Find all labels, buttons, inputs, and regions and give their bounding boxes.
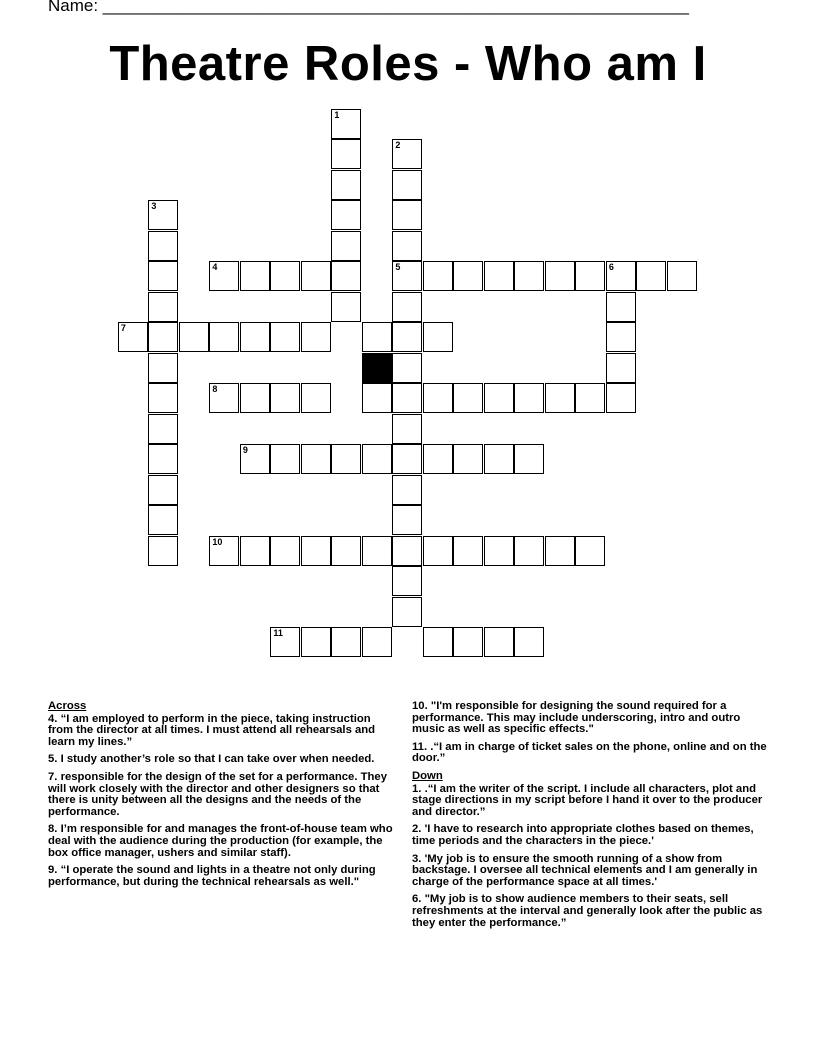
- clue-number: 4: [212, 262, 218, 273]
- crossword-cell: [423, 536, 453, 566]
- crossword-cell: [606, 292, 636, 322]
- clue-number: 1: [334, 109, 340, 120]
- crossword-cell: [484, 261, 514, 291]
- crossword-cell: [209, 536, 239, 566]
- clue-number: 3: [151, 201, 157, 212]
- clue-number: 7: [120, 323, 126, 334]
- clue-item-number: 2.: [412, 823, 422, 836]
- crossword-cell: [270, 261, 300, 291]
- crossword-cell: [392, 322, 422, 352]
- clue-number: 8: [212, 384, 218, 395]
- crossword-cell: [270, 536, 300, 566]
- clue-item-number: 8.: [48, 823, 58, 836]
- crossword-cell: [423, 383, 453, 413]
- crossword-cell: [484, 536, 514, 566]
- crossword-block-cell: [362, 353, 392, 383]
- crossword-cell: [514, 627, 544, 657]
- clue-item: [48, 754, 393, 766]
- crossword-cell: [362, 536, 392, 566]
- crossword-cell: [148, 231, 178, 261]
- crossword-cell: [636, 261, 666, 291]
- crossword-cell: [301, 261, 331, 291]
- clue-item-number: 11.: [412, 740, 428, 753]
- crossword-cell: [331, 109, 361, 139]
- crossword-cell: [575, 383, 605, 413]
- crossword-cell: [301, 383, 331, 413]
- crossword-cell: [575, 261, 605, 291]
- across-clue-list-continued: [412, 701, 772, 765]
- clue-number: 2: [395, 140, 401, 151]
- crossword-cell: [392, 566, 422, 596]
- clue-item: [412, 894, 772, 929]
- crossword-cell: [392, 292, 422, 322]
- crossword-cell: [331, 200, 361, 230]
- crossword-cell: [148, 353, 178, 383]
- crossword-cell: [453, 444, 483, 474]
- crossword-cell: [301, 627, 331, 657]
- crossword-cell: [514, 444, 544, 474]
- down-heading: Down: [412, 769, 443, 782]
- clue-item: [412, 824, 772, 847]
- crossword-cell: [301, 322, 331, 352]
- crossword-cell: [514, 261, 544, 291]
- crossword-cell: [392, 353, 422, 383]
- clue-item: [48, 772, 393, 818]
- crossword-cell: [362, 322, 392, 352]
- crossword-cell: [331, 627, 361, 657]
- clue-item: [412, 784, 772, 819]
- crossword-cell: [423, 444, 453, 474]
- crossword-cell: [392, 231, 422, 261]
- crossword-cell: [270, 444, 300, 474]
- crossword-cell: [331, 292, 361, 322]
- crossword-cell: [423, 627, 453, 657]
- clue-item-number: 3.: [412, 852, 422, 865]
- crossword-cell: [240, 444, 270, 474]
- crossword-cell: [453, 627, 483, 657]
- crossword-cell: [392, 536, 422, 566]
- crossword-cell: [606, 383, 636, 413]
- crossword-cell: [148, 261, 178, 291]
- down-clue-list: [412, 784, 772, 930]
- crossword-cell: [148, 322, 178, 352]
- crossword-cell: [545, 383, 575, 413]
- crossword-cell: [392, 597, 422, 627]
- clue-item-number: 5.: [48, 753, 58, 766]
- page-title: Theatre Roles - Who am I: [109, 37, 707, 91]
- crossword-cell: [148, 536, 178, 566]
- clue-item-number: 10.: [412, 700, 428, 712]
- clue-number: 5: [395, 262, 401, 273]
- clue-item-text: I’m responsible for and manages the front-of-house team who deal with the audience during the production (for example, the box office manager, ushers and similar staff).: [48, 823, 393, 859]
- crossword-cell: [484, 627, 514, 657]
- clue-item-text: "I'm responsible for designing the sound required for a performance. This may include underscoring, intro and outro music as well as specific effects.": [412, 700, 741, 736]
- name-field-label: Name: ______________________________________________________________: [48, 0, 689, 15]
- crossword-cell: [545, 536, 575, 566]
- crossword-cell: [362, 627, 392, 657]
- crossword-cell: [392, 475, 422, 505]
- clue-item: [48, 824, 393, 859]
- crossword-cell: [606, 322, 636, 352]
- clue-number: 9: [242, 445, 248, 456]
- clue-item-text: "My job is to show audience members to their seats, sell refreshments at the interval and generally look after the public as they enter the performance.”: [412, 893, 763, 929]
- crossword-cell: [362, 383, 392, 413]
- clue-number: 6: [608, 262, 614, 273]
- across-heading: Across: [48, 700, 87, 712]
- crossword-cell: [148, 200, 178, 230]
- crossword-cell: [575, 536, 605, 566]
- crossword-cell: [179, 322, 209, 352]
- crossword-cell: [392, 505, 422, 535]
- crossword-cell: [301, 536, 331, 566]
- crossword-cell: [545, 261, 575, 291]
- clue-item: [412, 854, 772, 889]
- crossword-cell: [240, 261, 270, 291]
- crossword-cell: [240, 383, 270, 413]
- crossword-cell: [484, 383, 514, 413]
- crossword-cell: [148, 292, 178, 322]
- crossword-cell: [148, 505, 178, 535]
- crossword-cell: [148, 383, 178, 413]
- clue-number: 11: [273, 628, 283, 639]
- crossword-cell: [423, 261, 453, 291]
- clue-number: 10: [212, 536, 223, 547]
- crossword-cell: [240, 536, 270, 566]
- crossword-cell: [606, 261, 636, 291]
- clue-item: [412, 701, 772, 736]
- crossword-cell: [331, 170, 361, 200]
- crossword-cell: [240, 322, 270, 352]
- crossword-cell: [667, 261, 697, 291]
- crossword-cell: [148, 475, 178, 505]
- crossword-cell: [453, 536, 483, 566]
- crossword-cell: [606, 353, 636, 383]
- clues-column-right: [412, 701, 772, 935]
- clue-item-text: .“I am the writer of the script. I include all characters, plot and stage directions in my script before I hand it over to the producer and director.”: [412, 782, 763, 818]
- crossword-cell: [362, 444, 392, 474]
- clue-item: [48, 714, 393, 749]
- crossword-cell: [453, 261, 483, 291]
- clue-item-text: .“I am in charge of ticket sales on the phone, online and on the door.”: [412, 740, 767, 765]
- crossword-cell: [484, 444, 514, 474]
- crossword-cell: [514, 536, 544, 566]
- crossword-cell: [392, 261, 422, 291]
- crossword-cell: [392, 139, 422, 169]
- crossword-cell: [270, 627, 300, 657]
- crossword-cell: [331, 139, 361, 169]
- crossword-cell: [423, 322, 453, 352]
- clue-item-text: responsible for the design of the set for a performance. They will work closely with the director and other designers so that there is unity between all the designs and the needs of the performance.: [48, 770, 387, 818]
- crossword-cell: [331, 261, 361, 291]
- clue-item-text: 'I have to research into appropriate clothes based on themes, time periods and the characters in the piece.': [412, 823, 754, 847]
- crossword-cell: [270, 322, 300, 352]
- crossword-cell: [148, 444, 178, 474]
- crossword-cell: [331, 536, 361, 566]
- crossword-cell: [331, 444, 361, 474]
- crossword-cell: [453, 383, 483, 413]
- crossword-cell: [118, 322, 148, 352]
- crossword-cell: [392, 444, 422, 474]
- crossword-cell: [392, 200, 422, 230]
- clue-item-number: 9.: [48, 864, 58, 877]
- crossword-cell: [392, 170, 422, 200]
- crossword-cell: [301, 444, 331, 474]
- crossword-cell: [392, 414, 422, 444]
- clue-item-number: 6.: [412, 893, 422, 906]
- clue-item-number: 7.: [48, 770, 58, 783]
- clue-item: [412, 742, 772, 765]
- crossword-cell: [514, 383, 544, 413]
- crossword-cell: [148, 414, 178, 444]
- clues-column-left: [48, 701, 393, 894]
- crossword-cell: [392, 383, 422, 413]
- clue-item-text: I study another’s role so that I can take over when needed.: [60, 753, 375, 766]
- clue-item-text: 'My job is to ensure the smooth running of a show from backstage. I oversee all technical elements and I am generally in charge of the performance space at all times.': [412, 852, 758, 888]
- crossword-cell: [209, 261, 239, 291]
- clue-item-text: “I operate the sound and lights in a theatre not only during performance, but during the technical rehearsals as well.": [48, 864, 376, 888]
- across-clue-list: [48, 714, 393, 889]
- clue-item: [48, 865, 393, 888]
- crossword-cell: [209, 383, 239, 413]
- crossword-cell: [270, 383, 300, 413]
- clue-item-number: 4.: [48, 712, 58, 725]
- clue-item-text: “I am employed to perform in the piece, taking instruction from the director at all times. I must attend all rehearsals and learn my lines.”: [48, 712, 376, 748]
- clue-item-number: 1.: [412, 782, 422, 795]
- crossword-cell: [331, 231, 361, 261]
- crossword-cell: [209, 322, 239, 352]
